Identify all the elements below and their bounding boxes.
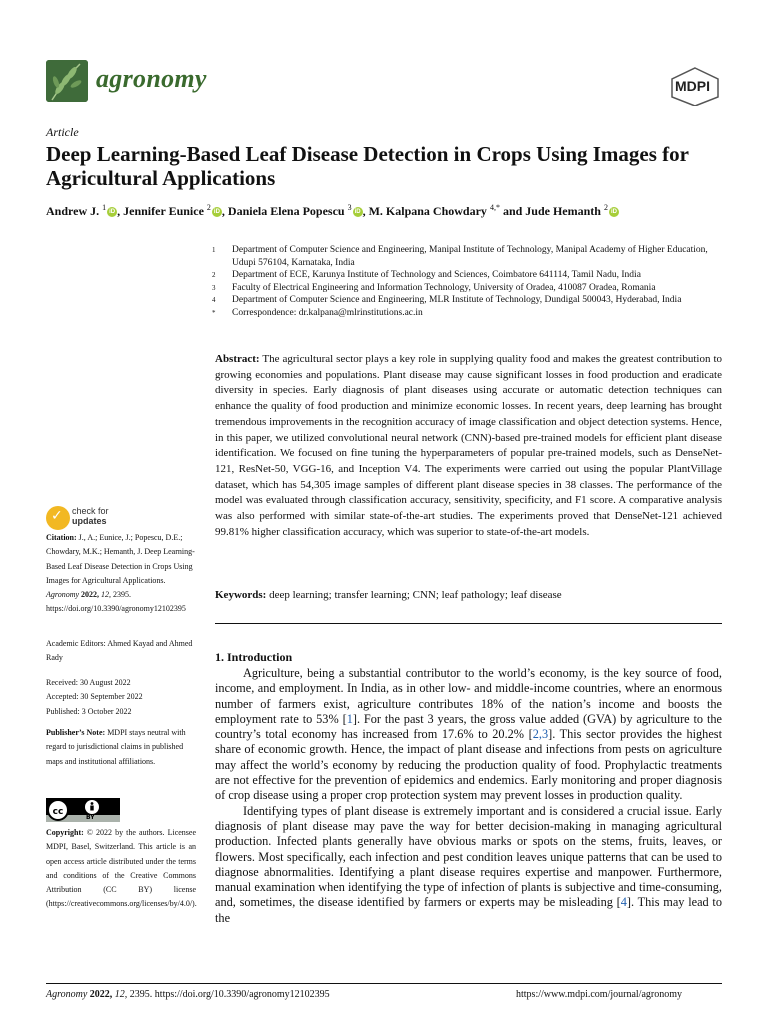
text-run: Identifying types of plant disease is extremely important and is considered a crucial issue. Early diagnosis of plant disease may pave the way for better decision-making in managing agricultural production. Infected plants generally have obvious marks or spots on the stems, fruits, leaves, or flowers. Most specifically, each infection and pest condition leaves unique patterns that can be used to diagnose abnormalities. Identifying a plant disease requires expertise and manpower. Furthermore, manual examination when identifying the type of infection of plants is subjective and time-consuming, and, sometimes, the disease identified by farmers or experts may be misleading [ (215, 803, 722, 910)
affiliation-text[interactable]: Correspondence: dr.kalpana@mlrinstitutions.ac.in (232, 307, 423, 318)
author-sup: 2 (603, 203, 608, 212)
section-heading: 1. Introduction (215, 650, 293, 664)
abstract-label: Abstract: (215, 353, 260, 365)
citation-text: J., A.; Eunice, J.; Popescu, D.E.; Chowdary, M.K.; Hemanth, J. Deep Learning-Based Leaf Disease Detection in Crops Using Images for Agricultural Applications. (46, 533, 195, 585)
check-line1: check for (72, 506, 109, 516)
intro-paragraph-2 (215, 804, 722, 926)
citation-block (46, 531, 196, 617)
affiliation-item (212, 244, 732, 269)
orcid-icon[interactable]: iD (354, 209, 361, 216)
affiliation-item (212, 307, 732, 320)
citation-volume: 12, (101, 590, 112, 600)
affiliation-text: Department of ECE, Karunya Institute of Technology and Sciences, Coimbatore 641114, Tamil Nadu, India (232, 270, 641, 280)
affiliations (212, 244, 732, 319)
text-run: ]. For the past 3 years, the gross value added (GVA) by agriculture to the country’s total economy has increased from 17.6% to 20.2% [ (215, 711, 722, 742)
cc-by-license-icon[interactable] (46, 798, 120, 822)
affiliation-item (212, 294, 732, 307)
author-list: Andrew J. $^1$iD , Jennifer Eunice $^2$iD , Daniela Elena Popescu $^3$iD , M. Kalpana Chowdary $^{4,*}$ and Jude Hemanth $^2$iD (46, 203, 617, 218)
copyright-text: © 2022 by the authors. Licensee MDPI, Basel, Switzerland. This article is an open access article distributed under the terms and conditions of the Creative Commons Attribution (CC BY) license (https://creativecommons.org/licenses/by/4.0/). (46, 828, 197, 909)
author-name[interactable]: M. Kalpana Chowdary (368, 204, 487, 218)
note-label: Publisher’s Note: (46, 728, 106, 737)
keywords (215, 589, 722, 601)
publisher-note (46, 726, 196, 769)
affiliation-text: Department of Computer Science and Engineering, MLR Institute of Technology, Dundigal 500043, Hyderabad, India (232, 295, 682, 305)
footer-journal-url[interactable]: https://www.mdpi.com/journal/agronomy (516, 989, 683, 1000)
abstract-text: The agricultural sector plays a key role in supplying quality food and makes the greatest contribution to growing economies and populations. Plant disease may cause significant losses in food production and eradicate diversity in species. Early diagnosis of plant diseases using accurate or automatic detection techniques can enhance the quality of food production and minimize economic losses. In recent years, deep learning has brought tremendous improvements in the recognition accuracy of image classification and object detection systems. Hence, in this paper, we utilized convolutional neural network (CNN)-based pre-trained models for efficient plant disease identification. We focused on fine tuning the hyperparameters of popular pre-trained models, such as DenseNet-121, ResNet-50, VGG-16, and Inception V4. The experiments were carried out using the popular PlantVillage dataset, which has 54,305 image samples of different plant disease species in 38 classes. The performance of the model was evaluated through classification accuracy, sensitivity, specificity, and F1 score. A comparative analysis was also performed with similar state-of-the-art studies. The experiments proved that DenseNet-121 achieved 99.81% higher classification accuracy, which was superior to state-of-the-art models. (215, 353, 722, 538)
affiliation-number: * (212, 308, 216, 317)
cc-by-label: BY (86, 814, 95, 821)
journal-logo (46, 60, 88, 102)
orcid-icon[interactable]: iD (109, 209, 116, 216)
orcid-icon[interactable]: iD (610, 209, 617, 216)
published-date: Published: 3 October 2022 (46, 706, 132, 716)
mdpi-logo[interactable] (668, 66, 722, 106)
author-sup: 1 (102, 203, 107, 212)
footer-year: 2022, (89, 989, 113, 1000)
author-name[interactable]: Jude Hemanth (525, 204, 601, 218)
author-sup: 3 (347, 203, 352, 212)
reference-link[interactable]: 2,3 (532, 727, 549, 742)
author-name[interactable]: Jennifer Eunice (123, 204, 204, 218)
article-type: Article (46, 125, 79, 139)
note-text: MDPI stays neutral with regard to jurisdictional claims in published maps and institutional affiliations. (46, 728, 186, 766)
text-run: ]. This sector provides the highest share of economic growth. Hence, the impact of plant disease and infections from pests on agriculture may affect the world’s economy by reducing the production quality of food. Prophylactic treatments are not effective for the prevention of epidemics and endemics. Early monitoring and proper diagnosis of crop disease using a proper crop protection system may prevent losses in production quality. (215, 727, 722, 803)
abstract (215, 352, 722, 540)
copyright-label: Copyright: (46, 828, 84, 837)
affiliation-number: 1 (212, 246, 216, 254)
introduction-body (215, 666, 722, 926)
author-name[interactable]: Andrew J. (46, 204, 100, 218)
orcid-icon[interactable]: iD (213, 209, 220, 216)
citation-journal: Agronomy (46, 590, 80, 600)
footer-citation (46, 989, 330, 1000)
journal-name[interactable]: agronomy (96, 64, 207, 93)
text-run: Agriculture, being a substantial contributor to the world’s economy, is the key source of food, income, and employment. In India, as in other low- and middle-income countries, where an enormous number of farmers exist, agriculture contributes 18% of the nation’s income and boosts the employment rate to 53% [ (215, 666, 722, 726)
citation-doi[interactable]: 2395. https://doi.org/10.3390/agronomy12102395 (46, 590, 186, 614)
keywords-text: deep learning; transfer learning; CNN; leaf pathology; leaf disease (269, 589, 562, 601)
reference-link[interactable]: 1 (346, 711, 353, 726)
academic-editors: Academic Editors: Ahmed Kayad and Ahmed Rady (46, 639, 193, 663)
affiliation-number: 3 (212, 283, 216, 292)
reference-link[interactable]: 4 (620, 895, 627, 910)
copyright-block (46, 826, 196, 912)
affiliation-item (212, 282, 732, 295)
footer-volume: 12, (114, 989, 128, 1000)
check-line2: updates (72, 516, 107, 526)
svg-text:cc: cc (52, 807, 64, 817)
affiliation-text: Department of Computer Science and Engineering, Manipal Institute of Technology, Manipal Academy of Higher Education, Udupi 576104, Karnataka, India (232, 245, 708, 268)
text-run: ]. This may lead to the (215, 895, 723, 925)
footer-journal: Agronomy (46, 989, 88, 1000)
received-date: Received: 30 August 2022 (46, 678, 131, 687)
keywords-label: Keywords: (215, 589, 267, 601)
affiliation-text: Faculty of Electrical Engineering and Information Technology, University of Oradea, 410087 Oradea, Romania (232, 282, 656, 293)
affiliation-number: 2 (212, 271, 216, 279)
citation-label: Citation: (46, 533, 77, 542)
dates-block (46, 676, 196, 719)
author-sup: 4,* (489, 203, 500, 212)
paper-title: Deep Learning-Based Leaf Disease Detection in Crops Using Images for Agricultural Applications (46, 142, 689, 190)
check-for-updates-badge[interactable] (46, 506, 176, 532)
citation-year: 2022, (81, 590, 100, 600)
footer-doi[interactable]: 2395. https://doi.org/10.3390/agronomy12102395 (129, 989, 330, 1000)
accepted-date: Accepted: 30 September 2022 (46, 692, 143, 702)
mdpi-logo-text: MDPI (675, 78, 710, 94)
affiliation-number: 4 (212, 296, 216, 304)
author-sup: 2 (206, 203, 211, 212)
affiliation-item (212, 269, 732, 282)
intro-paragraph-1 (215, 666, 722, 804)
section-divider (215, 623, 722, 624)
checkmark-icon: ✓ (51, 508, 63, 524)
footer-divider (46, 983, 722, 984)
author-name[interactable]: Daniela Elena Popescu (227, 204, 345, 218)
